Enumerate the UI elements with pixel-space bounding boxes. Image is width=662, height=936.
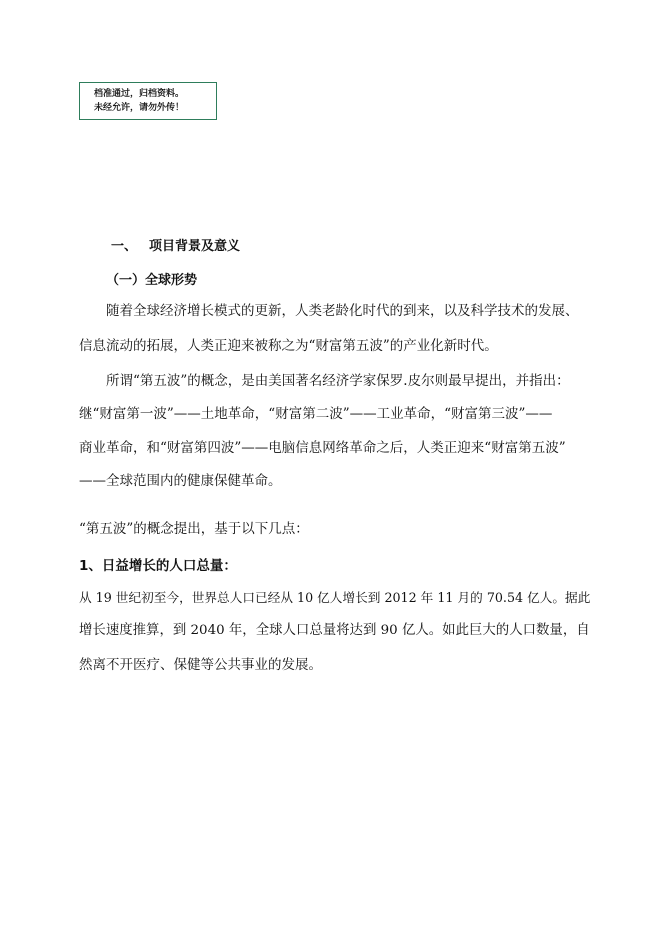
paragraph-2-line-1: 所谓“第五波”的概念，是由美国著名经济学家保罗.皮尔则最早提出，并指出： xyxy=(106,373,570,389)
paragraph-3: “第五波”的概念提出，基于以下几点： xyxy=(79,521,309,537)
confidential-notice-box xyxy=(79,82,217,120)
section-heading xyxy=(111,235,240,254)
notice-line-2: 未经允许，请勿外传！ xyxy=(94,103,185,113)
paragraph-2-line-3: 商业革命，和“财富第四波”——电脑信息网络革命之后，人类正迎来“财富第五波” xyxy=(79,440,566,456)
section-number: 一、 xyxy=(111,239,138,254)
paragraph-2-line-2: 继“财富第一波”——土地革命，“财富第二波”——工业革命，“财富第三波”—— xyxy=(79,406,553,422)
section-title: 项目背景及意义 xyxy=(149,239,241,254)
paragraph-1-line-1: 随着全球经济增长模式的更新，人类老龄化时代的到来，以及科学技术的发展、 xyxy=(106,303,579,319)
subsection-heading: （一）全球形势 xyxy=(106,273,198,288)
paragraph-4-line-3: 然离不开医疗、保健等公共事业的发展。 xyxy=(79,657,322,673)
notice-line-1: 档准通过，归档资料。 xyxy=(94,89,185,99)
paragraph-4-line-1: 从 19 世纪初至今，世界总人口已经从 10 亿人增长到 2012 年 11 月的 70.54 亿人。据此 xyxy=(79,590,591,605)
point-1-heading: 1、日益增长的人口总量： xyxy=(79,558,237,574)
paragraph-1-line-2: 信息流动的拓展，人类正迎来被称之为“财富第五波”的产业化新时代。 xyxy=(79,338,498,354)
paragraph-2-line-4: ——全球范围内的健康保健革命。 xyxy=(79,473,282,489)
paragraph-4-line-2: 增长速度推算，到 2040 年，全球人口总量将达到 90 亿人。如此巨大的人口数量，自 xyxy=(79,623,590,638)
